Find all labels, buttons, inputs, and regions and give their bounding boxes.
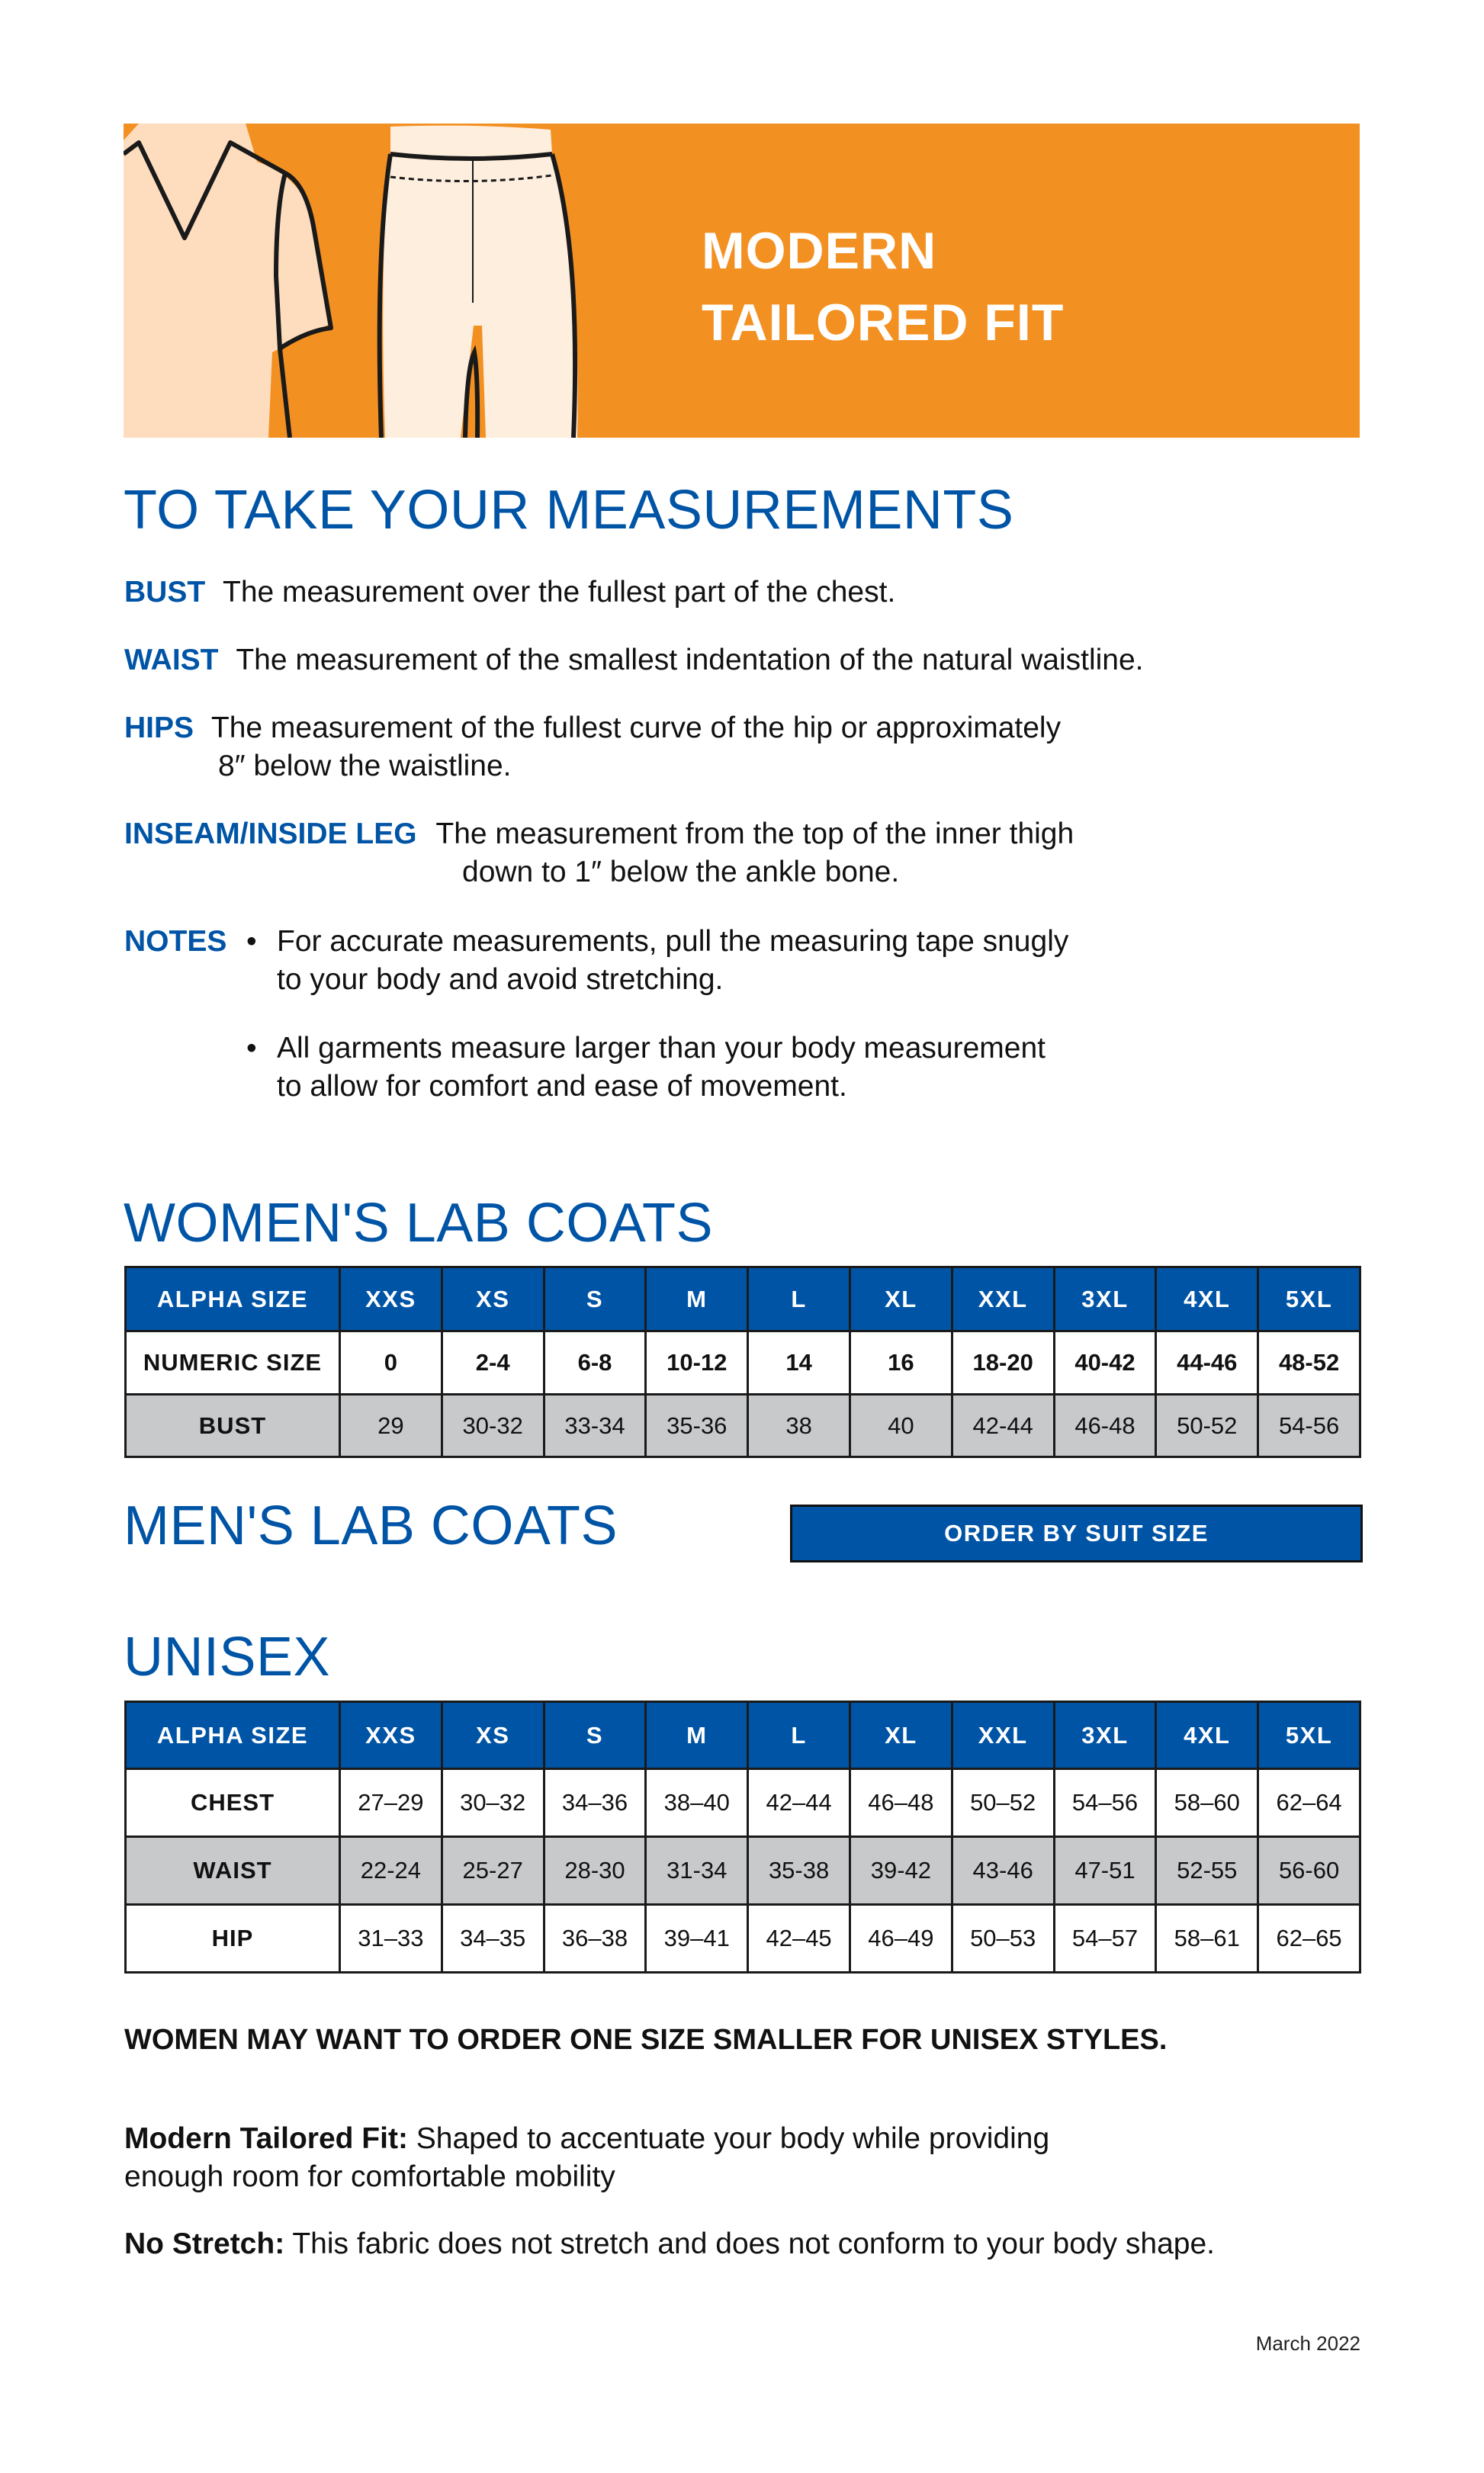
stretch-text: This fabric does not stretch and does not conform to your body shape. (284, 2227, 1216, 2260)
table-header-cell: 5XL (1258, 1702, 1360, 1769)
table-cell: 40-42 (1054, 1331, 1156, 1395)
table-cell: 46–48 (850, 1769, 952, 1837)
note-text: For accurate measurements, pull the measuring tape snugly (277, 925, 1069, 958)
table-cell: 2-4 (442, 1331, 544, 1395)
notes-label: NOTES (124, 925, 227, 958)
banner-title-line2: TAILORED FIT (702, 294, 1065, 352)
measurement-bust (124, 573, 895, 612)
womens-heading: WOMEN'S LAB COATS (124, 1193, 714, 1254)
table-cell: 34–36 (544, 1769, 646, 1837)
unisex-size-table (124, 1701, 1361, 1974)
measurement-inseam-line2 (462, 853, 899, 891)
measurement-label: BUST (124, 576, 206, 609)
table-cell: 36–38 (544, 1905, 646, 1973)
table-cell: 6-8 (544, 1331, 646, 1395)
table-cell: 43-46 (952, 1837, 1054, 1905)
table-cell: 58–60 (1156, 1769, 1258, 1837)
table-cell: 52-55 (1156, 1837, 1258, 1905)
table-header-cell: 3XL (1054, 1702, 1156, 1769)
table-header-cell: ALPHA SIZE (126, 1702, 340, 1769)
table-cell: 10-12 (646, 1331, 748, 1395)
bullet-icon: • (246, 925, 257, 958)
note-item (277, 923, 1068, 999)
table-cell: 50–52 (952, 1769, 1054, 1837)
table-cell: 31-34 (646, 1837, 748, 1905)
table-cell: 62–64 (1258, 1769, 1360, 1837)
table-header-cell: 4XL (1156, 1267, 1258, 1331)
pants-icon (380, 126, 578, 438)
measurement-text: 8″ below the waistline. (218, 750, 512, 782)
table-cell: 30-32 (442, 1395, 544, 1457)
table-cell: 50-52 (1156, 1395, 1258, 1457)
table-cell: 42–45 (748, 1905, 850, 1973)
banner-title (702, 215, 1064, 358)
table-cell: 42–44 (748, 1769, 850, 1837)
table-cell: 25-27 (442, 1837, 544, 1905)
fit-description (124, 2120, 1049, 2196)
hero-banner (124, 124, 1360, 438)
measurements-heading: TO TAKE YOUR MEASUREMENTS (124, 480, 1014, 541)
table-cell: 14 (748, 1331, 850, 1395)
measurement-hips-line2 (218, 747, 512, 785)
table-header-cell: 4XL (1156, 1702, 1258, 1769)
table-cell: 35-38 (748, 1837, 850, 1905)
garment-illustration-icon (124, 124, 673, 438)
table-header-cell: XS (442, 1267, 544, 1331)
table-cell: 54-56 (1258, 1395, 1360, 1457)
table-cell: 39–41 (646, 1905, 748, 1973)
table-cell: 22-24 (340, 1837, 442, 1905)
measurement-text: The measurement of the smallest indentation of the natural waistline. (236, 644, 1144, 676)
stretch-label: No Stretch: (124, 2227, 285, 2260)
row-label: BUST (126, 1395, 340, 1457)
table-header-cell: S (544, 1267, 646, 1331)
table-header-cell: XXL (952, 1702, 1054, 1769)
table-header-cell: XL (850, 1267, 952, 1331)
row-label: CHEST (126, 1769, 340, 1837)
table-row (126, 1395, 1360, 1457)
womens-size-table (124, 1266, 1361, 1458)
table-header-row (126, 1702, 1360, 1769)
bullet-icon: • (246, 1032, 257, 1065)
unisex-heading: UNISEX (124, 1627, 331, 1688)
note-text: to your body and avoid stretching. (277, 963, 724, 996)
table-cell: 42-44 (952, 1395, 1054, 1457)
table-header-cell: M (646, 1267, 748, 1331)
table-header-cell: XS (442, 1702, 544, 1769)
measurement-text: The measurement over the fullest part of the chest. (223, 576, 896, 609)
row-label: WAIST (126, 1837, 340, 1905)
table-cell: 29 (340, 1395, 442, 1457)
fit-text: Shaped to accentuate your body while providing (407, 2122, 1050, 2155)
table-header-cell: XXS (340, 1702, 442, 1769)
table-header-cell: XL (850, 1702, 952, 1769)
table-row (126, 1905, 1360, 1973)
table-header-cell: 3XL (1054, 1267, 1156, 1331)
banner-title-line1: MODERN (702, 222, 937, 280)
table-cell: 40 (850, 1395, 952, 1457)
table-header-cell: M (646, 1702, 748, 1769)
measurement-hips (124, 709, 1061, 747)
measurement-label: WAIST (124, 644, 219, 676)
measurement-waist (124, 641, 1144, 679)
table-header-cell: L (748, 1702, 850, 1769)
table-cell: 34–35 (442, 1905, 544, 1973)
table-header-cell: XXS (340, 1267, 442, 1331)
table-cell: 31–33 (340, 1905, 442, 1973)
table-cell: 0 (340, 1331, 442, 1395)
measurement-label: HIPS (124, 711, 194, 744)
table-cell: 27–29 (340, 1769, 442, 1837)
table-cell: 16 (850, 1331, 952, 1395)
table-cell: 50–53 (952, 1905, 1054, 1973)
table-header-cell: XXL (952, 1267, 1054, 1331)
table-cell: 30–32 (442, 1769, 544, 1837)
table-cell: 58–61 (1156, 1905, 1258, 1973)
row-label: HIP (126, 1905, 340, 1973)
fit-text-line2: enough room for comfortable mobility (124, 2160, 615, 2193)
table-header-cell: L (748, 1267, 850, 1331)
table-cell: 38 (748, 1395, 850, 1457)
table-cell: 54–57 (1054, 1905, 1156, 1973)
publication-date: March 2022 (1255, 2332, 1360, 2355)
measurement-inseam (124, 815, 1074, 853)
table-cell: 46–49 (850, 1905, 952, 1973)
v-neck-shirt-icon (124, 124, 331, 438)
measurement-label: INSEAM/INSIDE LEG (124, 817, 417, 850)
table-cell: 54–56 (1054, 1769, 1156, 1837)
table-cell: 35-36 (646, 1395, 748, 1457)
table-cell: 38–40 (646, 1769, 748, 1837)
table-header-cell: 5XL (1258, 1267, 1360, 1331)
mens-heading: MEN'S LAB COATS (124, 1495, 618, 1556)
table-header-cell: S (544, 1702, 646, 1769)
note-text: All garments measure larger than your body measurement (277, 1032, 1046, 1065)
table-row (126, 1331, 1360, 1395)
table-cell: 28-30 (544, 1837, 646, 1905)
table-cell: 46-48 (1054, 1395, 1156, 1457)
table-cell: 62–65 (1258, 1905, 1360, 1973)
measurement-text: The measurement of the fullest curve of the hip or approximately (210, 711, 1062, 744)
table-header-cell: ALPHA SIZE (126, 1267, 340, 1331)
notes (124, 923, 226, 961)
measurement-text: down to 1″ below the ankle bone. (462, 856, 900, 888)
table-cell: 33-34 (544, 1395, 646, 1457)
table-cell: 18-20 (952, 1331, 1054, 1395)
table-header-row (126, 1267, 1360, 1331)
table-cell: 39-42 (850, 1837, 952, 1905)
order-by-suit-size-button[interactable]: ORDER BY SUIT SIZE (790, 1505, 1363, 1562)
table-cell: 44-46 (1156, 1331, 1258, 1395)
table-row (126, 1837, 1360, 1905)
table-cell: 47-51 (1054, 1837, 1156, 1905)
measurement-text: The measurement from the top of the inner thigh (435, 817, 1074, 850)
unisex-sizing-warning: WOMEN MAY WANT TO ORDER ONE SIZE SMALLER FOR UNISEX STYLES. (124, 2024, 1168, 2056)
note-text: to allow for comfort and ease of movement. (277, 1070, 847, 1103)
row-label: NUMERIC SIZE (126, 1331, 340, 1395)
table-row (126, 1769, 1360, 1837)
note-item (277, 1029, 1046, 1106)
fit-label: Modern Tailored Fit: (124, 2122, 408, 2155)
table-cell: 48-52 (1258, 1331, 1360, 1395)
table-cell: 56-60 (1258, 1837, 1360, 1905)
stretch-description (124, 2225, 1215, 2263)
